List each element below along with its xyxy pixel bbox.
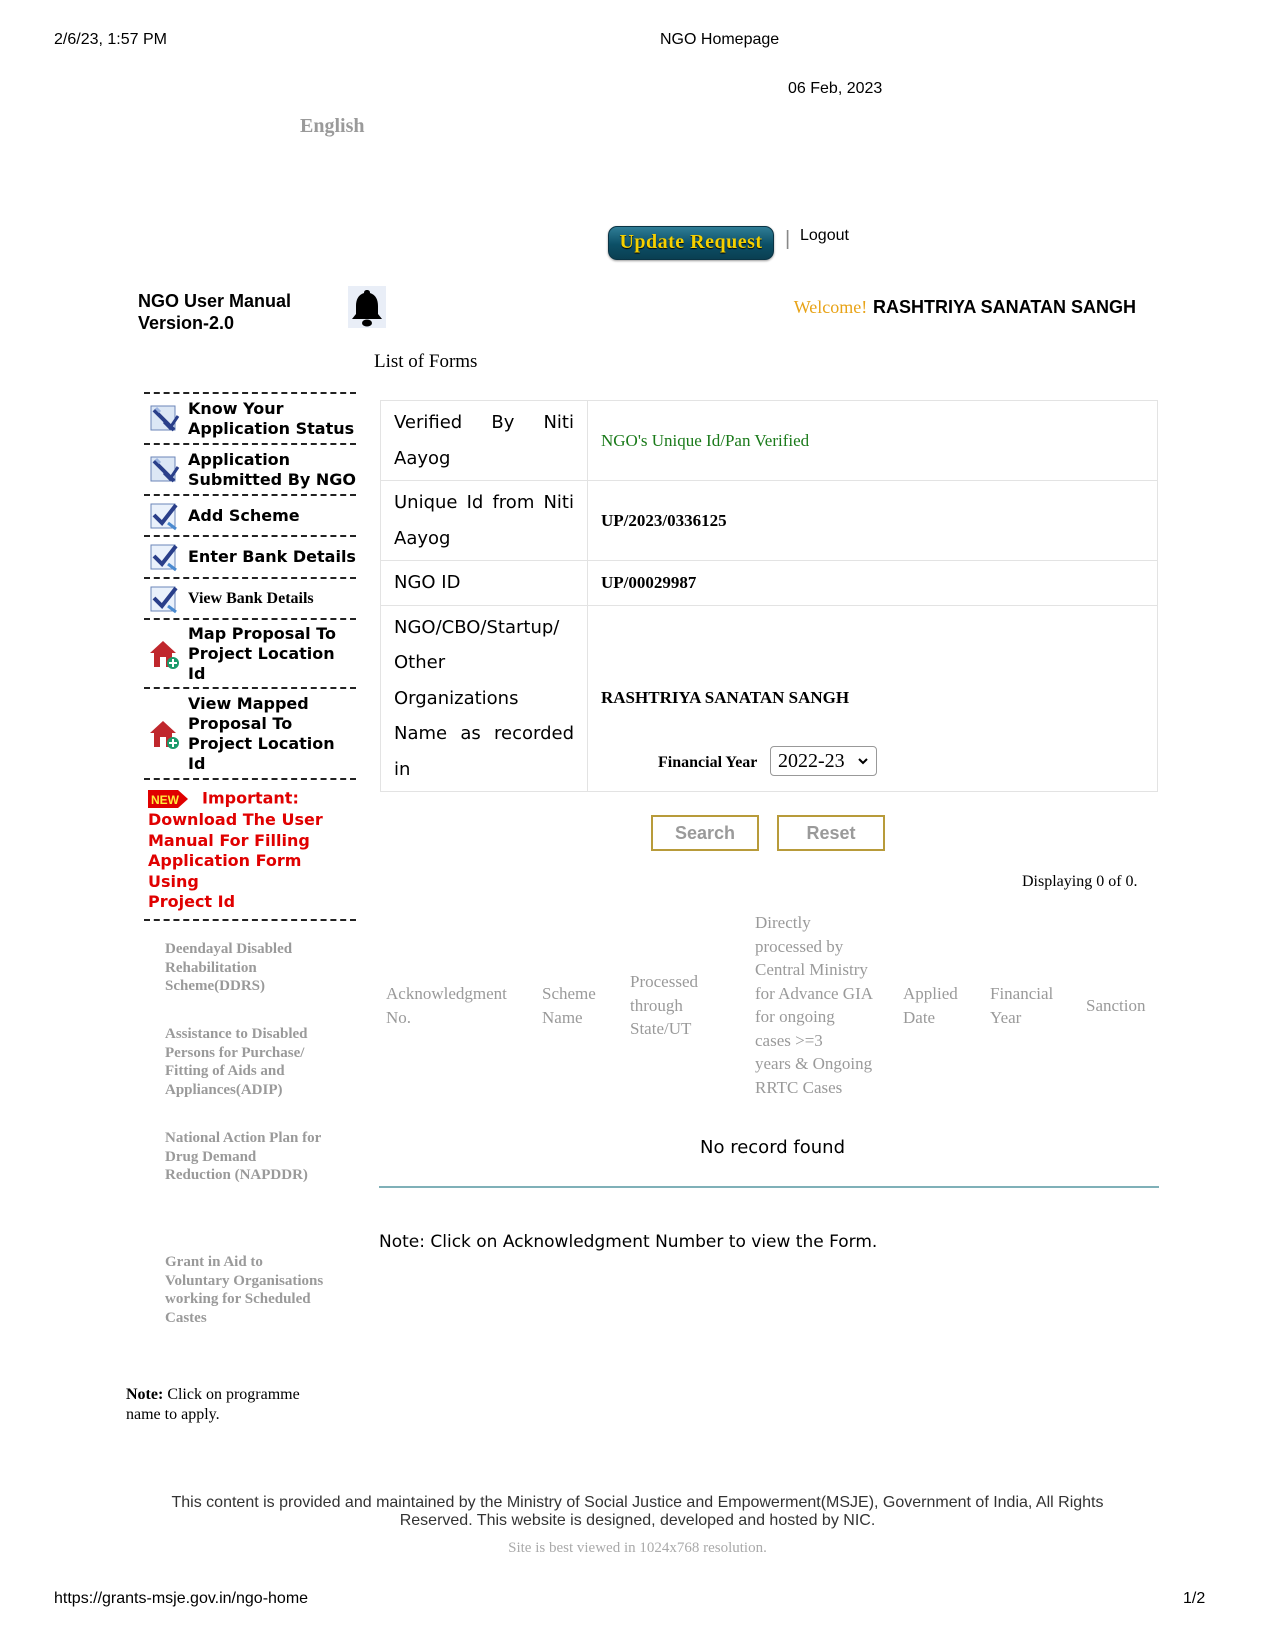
column-header-line: Applied [903, 984, 958, 1003]
wrench-check-icon [148, 453, 180, 487]
scheme-line: Rehabilitation [165, 959, 257, 976]
important-line: Manual For Filling [148, 830, 310, 850]
scheme-link-gia-sc[interactable] [165, 1253, 355, 1327]
column-header-line: Scheme [542, 984, 596, 1003]
column-header-line: Central Ministry [755, 960, 868, 979]
scheme-line: Appliances(ADIP) [165, 1081, 283, 1098]
important-line: Project Id [148, 892, 236, 911]
sidebar-item-label: Project Location [188, 733, 335, 753]
check-brush-icon [148, 499, 180, 533]
sidebar-item-label: Id [188, 753, 206, 773]
welcome-label: Welcome! [793, 297, 868, 317]
financial-year-value: 2022-23 [778, 750, 845, 772]
scheme-line: Deendayal Disabled [165, 941, 293, 957]
sidebar-item-know-status[interactable] [144, 392, 356, 443]
financial-year-select[interactable] [770, 746, 877, 776]
important-download-manual-link[interactable] [144, 778, 356, 921]
print-page-number: 1/2 [1183, 1590, 1206, 1607]
scheme-line: Assistance to Disabled [165, 1026, 308, 1042]
sidebar-item-label: Know Your [188, 398, 284, 418]
footer-line: Reserved. This website is designed, developed and hosted by NIC. [399, 1512, 876, 1529]
important-title: Important: [202, 788, 299, 808]
scheme-line: Castes [165, 1309, 207, 1326]
info-row-unique-id [381, 481, 1158, 561]
programme-note [126, 1385, 300, 1425]
sidebar-item-label: Project Location [188, 643, 335, 663]
column-header-line: Processed [630, 972, 698, 991]
column-header-line: Financial [990, 984, 1054, 1003]
user-manual-line1: NGO User Manual [138, 291, 292, 311]
info-row-org-name [381, 605, 1158, 792]
displaying-count: Displaying 0 of 0. [1022, 873, 1138, 890]
info-row-ngo-id [381, 561, 1158, 606]
column-header-processed-state[interactable] [630, 970, 698, 1041]
reset-button[interactable]: Reset [777, 815, 885, 851]
sidebar-item-label: Id [188, 663, 206, 683]
column-header-line: Name [542, 1007, 583, 1027]
column-header-line: Date [903, 1007, 936, 1027]
new-badge-icon [148, 788, 188, 810]
print-url: https://grants-msje.gov.in/ngo-home [54, 1590, 309, 1607]
sidebar-item-enter-bank-details[interactable] [144, 535, 356, 577]
programme-note-text: Click on programme [167, 1386, 300, 1403]
column-header-applied-date[interactable] [903, 982, 958, 1029]
scheme-link-ddrs[interactable] [165, 940, 355, 996]
logout-link[interactable]: Logout [800, 227, 849, 244]
current-date: 06 Feb, 2023 [788, 80, 883, 97]
update-request-button[interactable]: Update Request [608, 226, 774, 260]
sidebar-item-label: Application Status [188, 418, 355, 438]
table-divider [379, 1186, 1159, 1188]
financial-year-label: Financial Year [658, 754, 758, 771]
user-manual-line2: Version-2.0 [138, 313, 235, 333]
sidebar-item-label: Submitted By NGO [188, 469, 357, 489]
column-header-ack-no[interactable] [386, 982, 507, 1029]
scheme-line: Reduction (NAPDDR) [165, 1167, 308, 1183]
column-header-line: through [630, 995, 683, 1015]
column-header-directly-processed[interactable] [755, 911, 873, 1099]
scheme-link-adip[interactable] [165, 1025, 355, 1099]
sidebar-item-view-mapped-proposal[interactable] [144, 687, 356, 778]
column-header-sanction[interactable] [1086, 994, 1146, 1018]
footer-text [120, 1494, 1155, 1530]
sidebar-item-label: Application [188, 449, 291, 469]
scheme-line: Voluntary Organisations [165, 1272, 324, 1289]
print-page-title: NGO Homepage [660, 31, 780, 48]
bell-icon[interactable] [348, 286, 386, 328]
sidebar-item-view-bank-details[interactable] [144, 577, 356, 618]
column-header-line: Sanction [1086, 996, 1146, 1015]
programme-note-text: name to apply. [126, 1406, 220, 1423]
info-key: Unique Id from Niti Aayog [381, 481, 588, 561]
column-header-line: Year [990, 1007, 1022, 1027]
scheme-line: Grant in Aid to [165, 1254, 263, 1270]
new-badge-text: NEW [151, 793, 179, 807]
sidebar-item-label: View Mapped [188, 693, 309, 713]
column-header-financial-year[interactable] [990, 982, 1053, 1029]
search-button[interactable]: Search [651, 815, 759, 851]
column-header-line: for ongoing [755, 1007, 835, 1026]
sidebar-item-map-proposal[interactable] [144, 618, 356, 687]
scheme-line: working for Scheduled [165, 1291, 311, 1307]
important-line: Application Form Using [148, 851, 302, 891]
no-record-message: No record found [700, 1137, 846, 1158]
info-key: Verified By Niti Aayog [381, 401, 588, 481]
forms-note: Note: Click on Acknowledgment Number to view the Form. [379, 1232, 878, 1252]
house-plus-icon [148, 717, 180, 751]
check-brush-icon [148, 540, 180, 574]
column-header-scheme-name[interactable] [542, 982, 596, 1029]
section-title: List of Forms [374, 351, 478, 372]
sidebar-item-label: View Bank Details [188, 589, 314, 607]
column-header-line: cases >=3 [755, 1030, 823, 1050]
info-key: NGO/CBO/Startup/ Other Organizations Name as recorded in [381, 605, 588, 792]
sidebar-menu [144, 392, 356, 921]
sidebar-item-add-scheme[interactable] [144, 494, 356, 535]
programme-note-label: Note: [126, 1386, 164, 1403]
user-manual-link[interactable] [138, 290, 291, 334]
info-key: NGO ID [381, 561, 588, 606]
sidebar-item-application-submitted[interactable] [144, 443, 356, 494]
best-view-note: Site is best viewed in 1024x768 resolution. [508, 1540, 767, 1556]
column-header-line: No. [386, 1007, 412, 1027]
column-header-line: State/UT [630, 1019, 692, 1038]
wrench-check-icon [148, 402, 180, 436]
chevron-down-icon [858, 756, 868, 766]
welcome-name: RASHTRIYA SANATAN SANGH [872, 297, 1136, 317]
sidebar-item-label: Map Proposal To [188, 623, 336, 643]
welcome-bar [794, 297, 1136, 318]
column-header-line: Acknowledgment [386, 984, 507, 1003]
footer-line: This content is provided and maintained by the Ministry of Social Justice and Empowerment(MSJE), Government of India, All Rights [171, 1494, 1104, 1511]
ngo-info-table [380, 400, 1158, 792]
scheme-line: Scheme(DDRS) [165, 978, 265, 994]
important-line: Download The User [148, 810, 323, 829]
column-header-line: for Advance GIA [755, 983, 874, 1003]
scheme-line: Drug Demand [165, 1148, 257, 1165]
column-header-line: RRTC Cases [755, 1077, 843, 1097]
column-header-line: years & Ongoing [755, 1054, 873, 1073]
info-row-verified [381, 401, 1158, 481]
info-value: NGO's Unique Id/Pan Verified [588, 401, 1158, 481]
scheme-line: Fitting of Aids and [165, 1063, 285, 1079]
column-header-line: Directly [755, 913, 811, 932]
sidebar-item-label: Proposal To [188, 713, 293, 733]
language-selector[interactable]: English [300, 115, 365, 137]
sidebar-item-label: Add Scheme [188, 505, 300, 525]
house-plus-icon [148, 637, 180, 671]
scheme-line: Persons for Purchase/ [165, 1044, 305, 1061]
column-header-line: processed by [755, 936, 844, 956]
print-datetime: 2/6/23, 1:57 PM [54, 31, 167, 48]
scheme-line: National Action Plan for [165, 1130, 322, 1146]
check-brush-icon [148, 582, 180, 616]
scheme-link-napddr[interactable] [165, 1129, 355, 1185]
action-separator: | [785, 228, 791, 250]
sidebar-item-label: Enter Bank Details [188, 547, 356, 566]
info-value: UP/2023/0336125 [588, 481, 1158, 561]
info-value: RASHTRIYA SANATAN SANGH [588, 605, 1158, 792]
info-value: UP/00029987 [588, 561, 1158, 606]
